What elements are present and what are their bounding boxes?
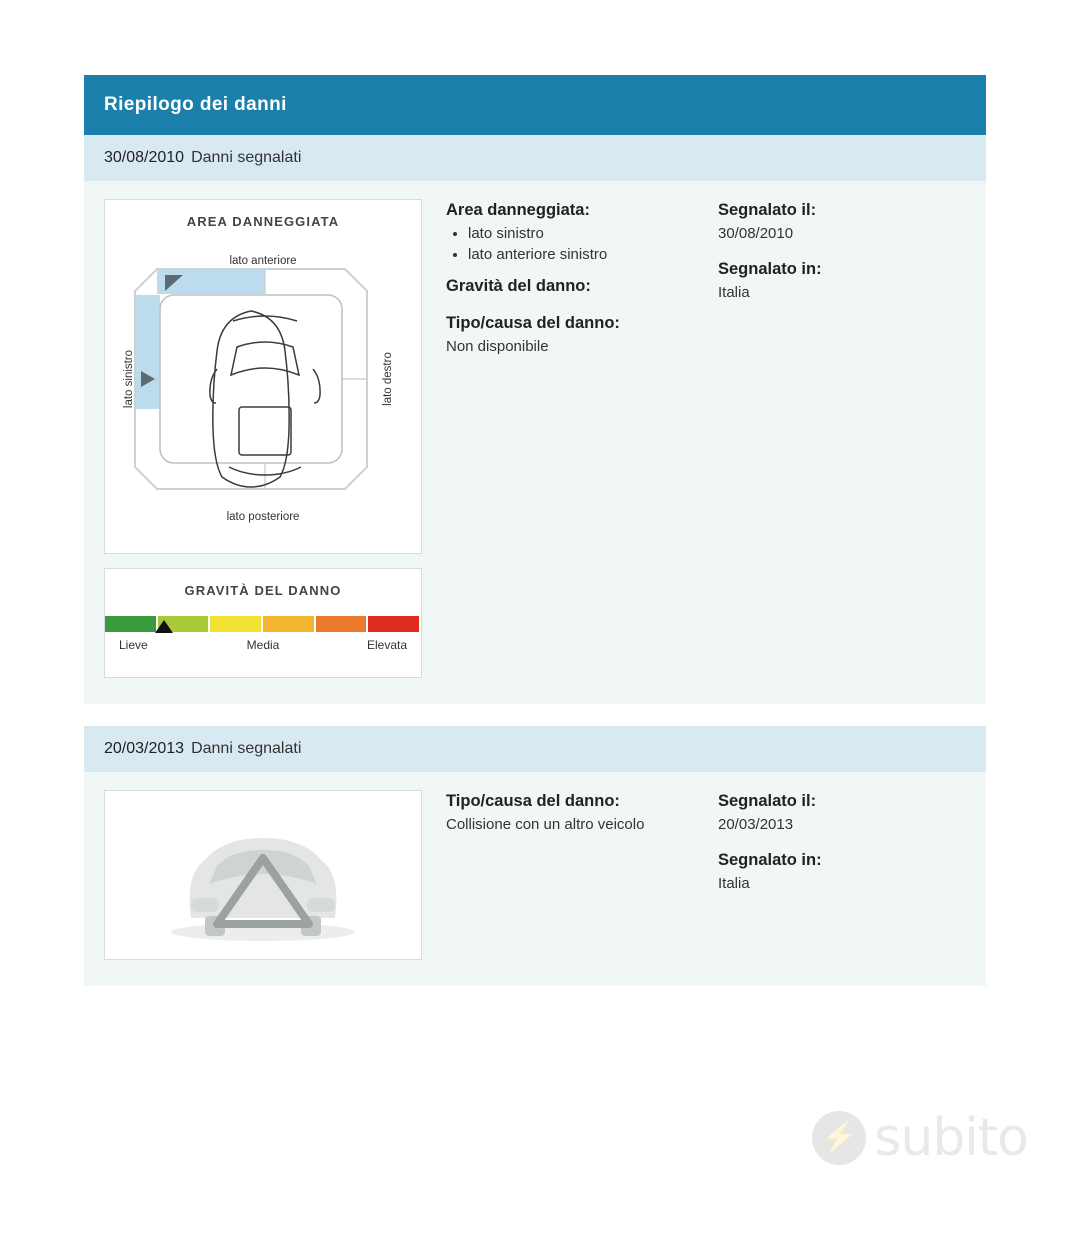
reported-on-title: Segnalato il: xyxy=(718,201,817,219)
area-title: Area danneggiata: xyxy=(446,201,590,219)
reported-in-value: Italia xyxy=(718,875,750,892)
reported-on-value: 30/08/2010 xyxy=(718,225,794,242)
list-item: • lato anteriore sinistro xyxy=(468,246,694,263)
diagram-canvas xyxy=(105,229,421,529)
report-header xyxy=(84,75,986,135)
severity-segment xyxy=(105,616,156,632)
severity-segment xyxy=(263,616,314,632)
reported-on-value: 20/03/2013 xyxy=(718,816,794,833)
severity-label-low: Lieve xyxy=(119,638,148,652)
severity-segment xyxy=(316,616,367,632)
severity-label-high: Elevata xyxy=(366,638,407,652)
severity-title: GRAVITÀ DEL DANNO xyxy=(184,583,342,598)
section-label: Danni segnalati xyxy=(191,740,302,757)
type-value: Non disponibile xyxy=(446,338,549,355)
damage-report xyxy=(84,75,986,986)
severity-marker xyxy=(155,620,173,633)
page-title: Riepilogo dei danni xyxy=(104,94,287,115)
figures-column-2013 xyxy=(104,790,422,960)
type-title: Tipo/causa del danno: xyxy=(446,792,620,810)
reported-column-2010 xyxy=(694,199,966,305)
list-item: • lato sinistro xyxy=(468,225,694,242)
diagram-rear-label: lato posteriore xyxy=(226,511,300,523)
section-header-2010 xyxy=(84,135,986,181)
severity-labels xyxy=(119,638,407,654)
section-divider xyxy=(84,704,986,726)
severity-segment xyxy=(368,616,419,632)
damage-area-diagram xyxy=(104,199,422,554)
damage-severity-scale xyxy=(104,568,422,678)
severity-label-mid: Media xyxy=(246,638,280,652)
bolt-glyph: ⚡ xyxy=(820,1121,858,1154)
diagram-front-label: lato anteriore xyxy=(229,255,297,267)
damaged-car-illustration xyxy=(104,790,422,960)
details-column-2013 xyxy=(422,790,694,837)
section-date: 30/08/2010 xyxy=(104,149,185,166)
diagram-right-label: lato destro xyxy=(382,352,395,406)
section-label: Danni segnalati xyxy=(191,149,302,166)
reported-on-title: Segnalato il: xyxy=(718,792,817,810)
watermark xyxy=(812,1108,1028,1168)
figures-column xyxy=(104,199,422,678)
section-header-2013 xyxy=(84,726,986,772)
severity-segment xyxy=(210,616,261,632)
damaged-car-warning-icon xyxy=(133,800,393,950)
section-body-2010 xyxy=(84,181,986,704)
reported-in-value: Italia xyxy=(718,284,750,301)
bolt-icon xyxy=(812,1111,866,1165)
diagram-title: AREA DANNEGGIATA xyxy=(186,214,340,229)
details-column-2010 xyxy=(422,199,694,359)
area-list xyxy=(446,225,694,263)
watermark-text: subito xyxy=(874,1108,1028,1168)
type-value: Collisione con un altro veicolo xyxy=(446,816,645,833)
severity-field-title: Gravità del danno: xyxy=(446,277,591,295)
car-top-view-svg xyxy=(105,229,423,529)
reported-in-title: Segnalato in: xyxy=(718,260,822,278)
section-body-2013 xyxy=(84,772,986,986)
section-date: 20/03/2013 xyxy=(104,740,185,757)
severity-bar xyxy=(105,616,421,632)
diagram-left-label: lato sinistro xyxy=(123,349,135,409)
reported-in-title: Segnalato in: xyxy=(718,851,822,869)
reported-column-2013 xyxy=(694,790,966,896)
type-title: Tipo/causa del danno: xyxy=(446,314,620,332)
